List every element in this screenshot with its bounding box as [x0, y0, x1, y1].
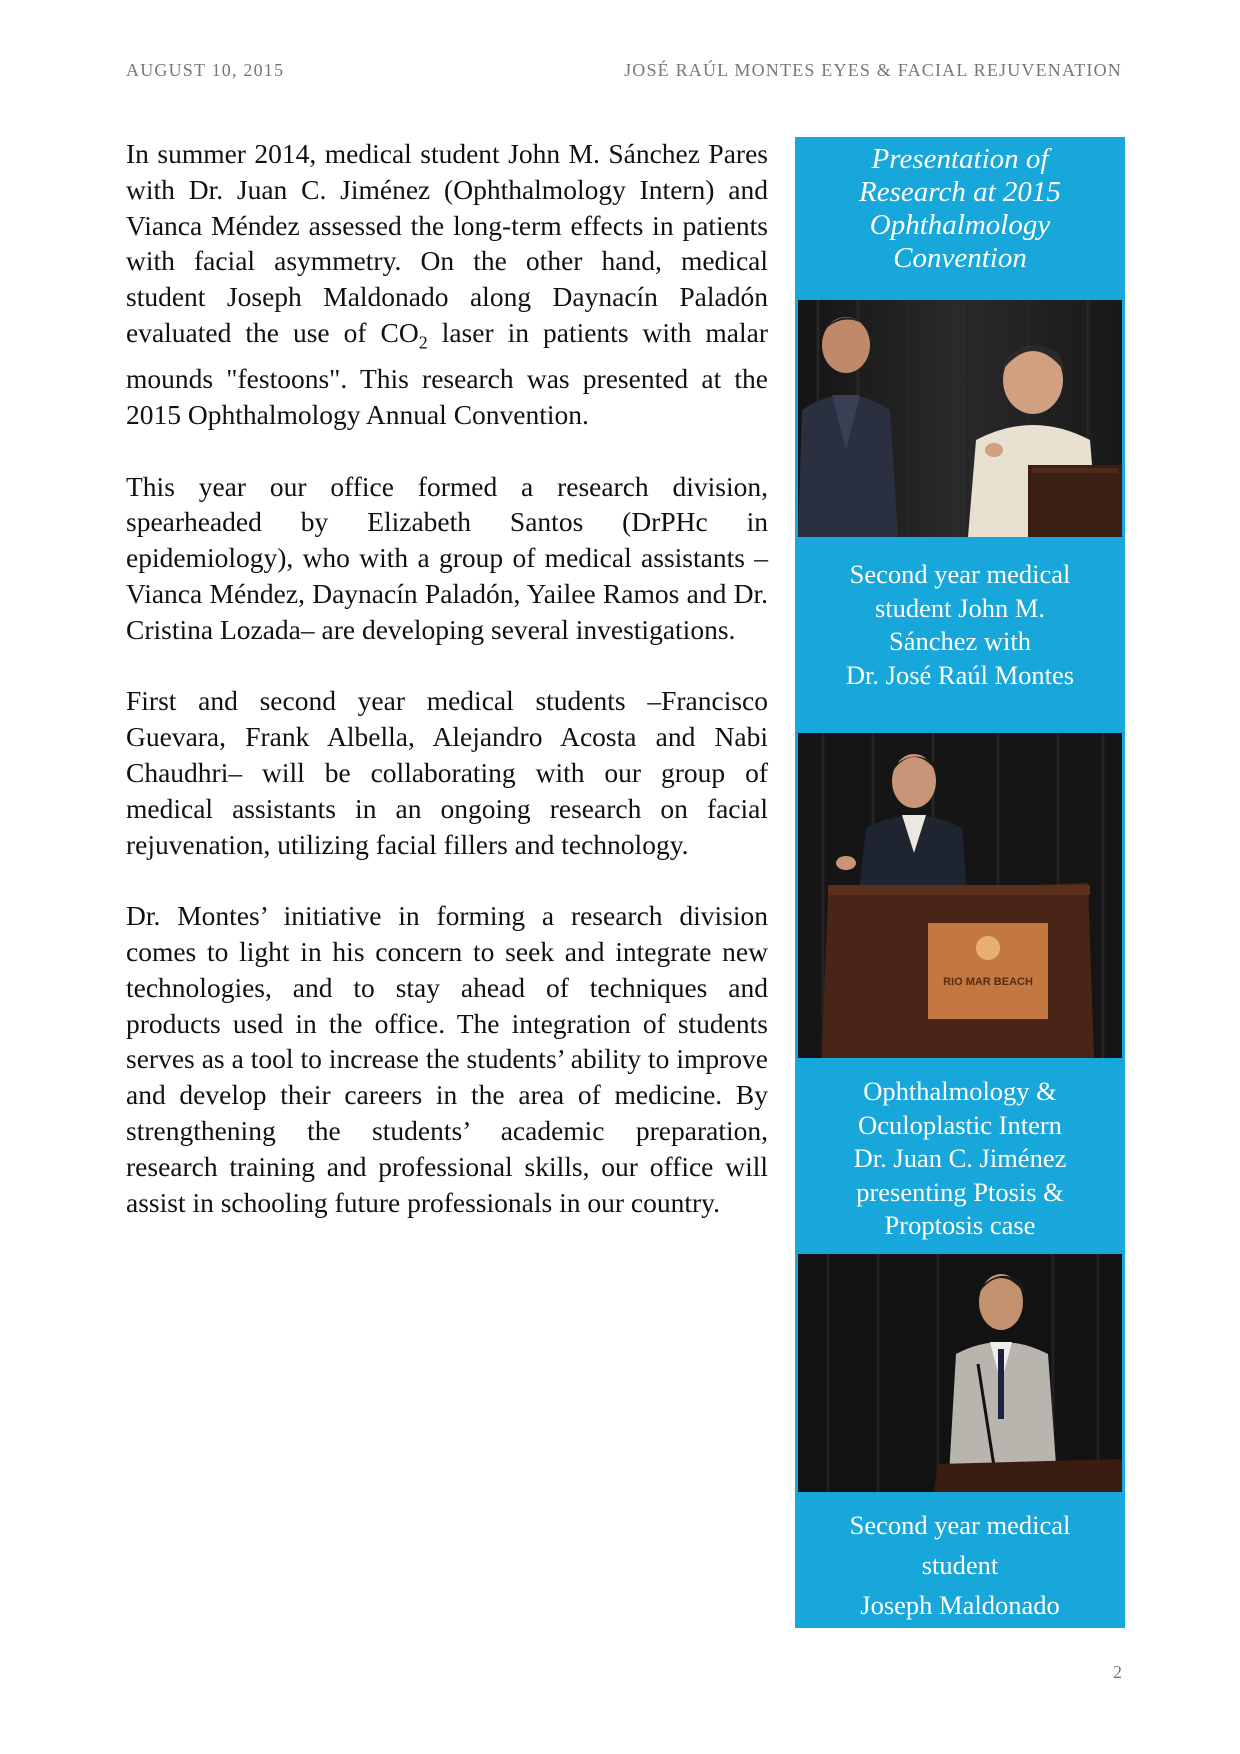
caption-line: Joseph Maldonado [860, 1590, 1060, 1620]
photo-student-speaking [795, 1251, 1125, 1495]
page-header [126, 60, 1122, 86]
paragraph-4: Dr. Montes’ initiative in forming a research division comes to light in his concern to seek and integrate new technologies, and to stay ahead of techniques and products used in the office. The integration of students serves as a tool to increase the students’ ability to improve and develop their careers in the area of medicine. By strengthening the students’ academic preparation, research training and professional skills, our office will assist in schooling future professionals in our country. [126, 900, 768, 1218]
photo-two-presenters [795, 297, 1125, 540]
caption-line: student John M. [874, 592, 1046, 623]
paragraph-1 [126, 136, 768, 433]
article-body [126, 136, 768, 1256]
paragraph-3: First and second year medical students –Francisco Guevara, Frank Albella, Alejandro Acosta and Nabi Chaudhri– will be collaborating with our group of medical assistants in an ongoing research on facial rejuvenation, utilizing facial fillers and technology. [126, 685, 768, 860]
caption-line: Ophthalmology & [863, 1076, 1057, 1106]
caption-photo-1 [795, 540, 1125, 730]
header-title: JOSÉ RAÚL MONTES EYES & FACIAL REJUVENATION [624, 60, 1122, 80]
photo-intern-at-podium [795, 730, 1125, 1061]
caption-line: Dr. Juan C. Jiménez [853, 1143, 1067, 1173]
caption-photo-3 [795, 1495, 1125, 1628]
photo-intern-at-podium-image [798, 733, 1122, 1058]
podium-sign-text: RIO MAR BEACH [943, 976, 1033, 988]
caption-line: Oculoplastic Intern [858, 1109, 1062, 1140]
paragraph-1-text-b: laser in patients with malar mounds "festoons". This research was presented at the 2015 Ophthalmology Annual Convention. [126, 316, 769, 431]
page-number: 2 [1113, 1662, 1122, 1682]
caption-line: Second year medical [849, 1510, 1071, 1540]
sidebar-heading-line: Presentation of [871, 143, 1049, 175]
photo-two-presenters-image [798, 300, 1122, 537]
sidebar-heading-line: Ophthalmology [869, 209, 1051, 241]
caption-line: student [921, 1550, 999, 1580]
sidebar-heading-line: Convention [893, 242, 1027, 274]
paragraph-2: This year our office formed a research division, spearheaded by Elizabeth Santos (DrPHc in epidemiology), who with a group of medical assistants –Vianca Méndez, Daynacín Paladón, Yailee Ramos and Dr. Cristina Lozada– are developing several investigations. [126, 470, 768, 645]
caption-line: presenting Ptosis & [856, 1176, 1064, 1207]
sidebar-heading-line: Research at 2015 [859, 176, 1061, 208]
paragraph-1-text-a: In summer 2014, medical student John M. Sánchez Pares with Dr. Juan C. Jiménez (Ophthalmology Intern) and Vianca Méndez assessed the long-term effects in patients with facial asymmetry. On the other hand, medical student Joseph Maldonado along Daynacín Paladón evaluated the use of CO [126, 138, 768, 348]
photo-student-speaking-image [798, 1254, 1122, 1492]
caption-photo-2 [795, 1061, 1125, 1251]
caption-line: Dr. José Raúl Montes [845, 659, 1075, 690]
photo-sidebar [795, 137, 1125, 1628]
header-date: AUGUST 10, 2015 [126, 60, 285, 80]
caption-line: Sánchez with [888, 626, 1032, 656]
co2-subscript: 2 [418, 332, 428, 353]
caption-line: Proptosis case [884, 1210, 1036, 1240]
sidebar-heading [795, 137, 1125, 297]
caption-line: Second year medical [849, 559, 1071, 589]
